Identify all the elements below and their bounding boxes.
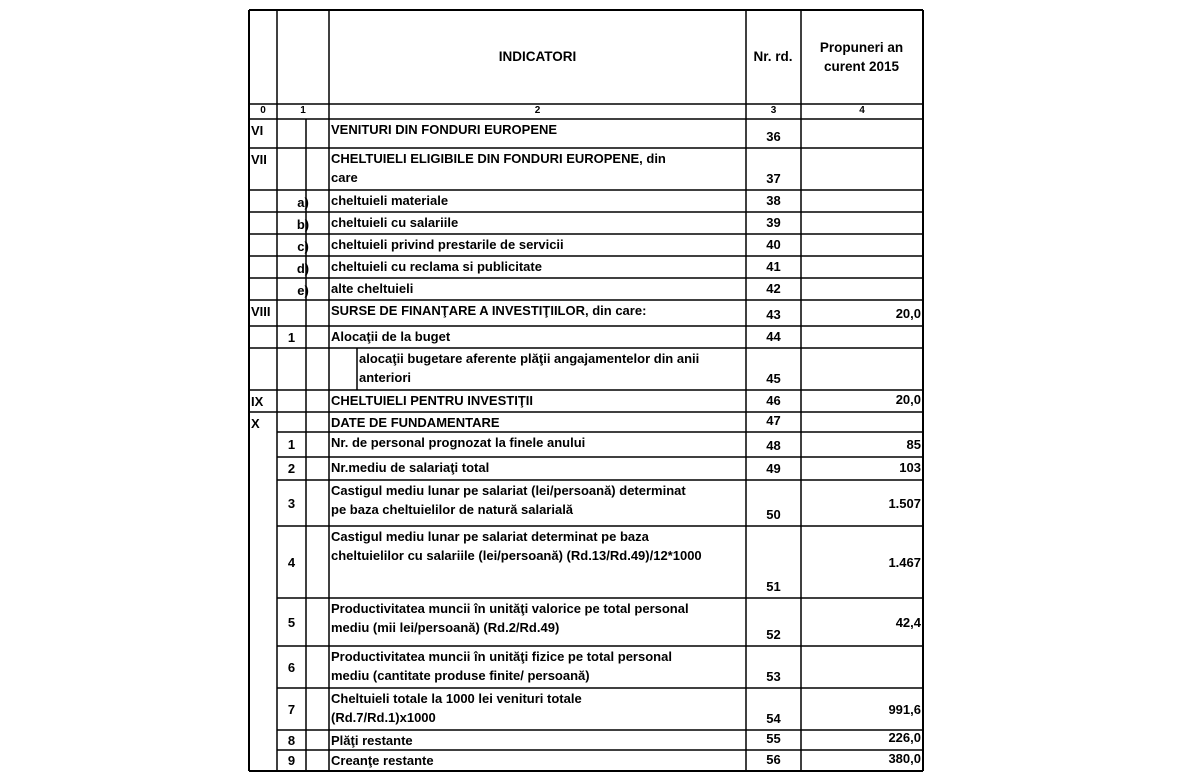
row-item: 4: [287, 554, 296, 570]
row-value: 85: [906, 437, 921, 452]
row-item: 8: [287, 732, 296, 748]
row-item: b): [296, 217, 310, 232]
row-value: 226,0: [888, 730, 921, 745]
row-label-line1: cheltuieli materiale: [331, 193, 449, 208]
row-number: 55: [766, 731, 781, 746]
column-number-0: 0: [260, 105, 266, 116]
row-number: 41: [766, 259, 781, 274]
row-number: 52: [766, 627, 781, 642]
row-number: 36: [766, 129, 781, 144]
row-item: e): [297, 283, 309, 298]
row-label-line1: Creanţe restante: [331, 753, 434, 768]
row-section: VII: [251, 152, 267, 167]
row-number: 56: [766, 752, 781, 767]
row-item: 3: [287, 495, 296, 511]
row-number: 53: [766, 669, 781, 684]
row-item: 1: [287, 329, 296, 345]
row-number: 50: [766, 507, 781, 522]
row-value: 20,0: [895, 392, 921, 407]
row-label-line1: Alocaţii de la buget: [331, 329, 451, 344]
row-number: 39: [766, 215, 781, 230]
row-section: VIII: [251, 304, 271, 319]
row-label-line2: cheltuielilor cu salariile (lei/persoană) (Rd.13/Rd.49)/12*1000: [331, 548, 702, 563]
row-number: 40: [766, 237, 781, 252]
row-label-line2: mediu (cantitate produse finite/ persoană): [331, 668, 590, 683]
row-value: 991,6: [888, 701, 921, 717]
column-number-1: 1: [300, 105, 306, 116]
row-number: 45: [766, 371, 781, 386]
row-label-line1: alte cheltuieli: [331, 281, 414, 296]
row-number: 42: [766, 281, 781, 296]
row-item: 6: [287, 659, 296, 675]
row-label-line1: Nr.mediu de salariaţi total: [331, 460, 490, 475]
row-value: 20,0: [895, 306, 921, 321]
row-value: 103: [899, 460, 921, 475]
row-label-line1: cheltuieli cu reclama si publicitate: [331, 259, 542, 274]
row-label-line1: SURSE DE FINANŢARE A INVESTIŢIILOR, din care:: [331, 303, 647, 318]
row-label-line1: Plăţi restante: [331, 733, 413, 748]
row-section: X: [251, 416, 260, 431]
row-number: 46: [766, 393, 781, 408]
row-item: a): [297, 195, 309, 210]
row-value: 1.467: [888, 554, 921, 570]
column-number-3: 3: [770, 105, 777, 116]
row-number: 38: [766, 193, 781, 208]
row-label-line1: Cheltuieli totale la 1000 lei venituri totale: [331, 691, 582, 706]
row-label-line1: Nr. de personal prognozat la finele anului: [331, 435, 586, 450]
row-label-line1: VENITURI DIN FONDURI EUROPENE: [331, 122, 558, 137]
row-value: 380,0: [888, 751, 921, 766]
row-label-line1: alocaţii bugetare aferente plăţii angajamentelor din anii: [359, 351, 700, 366]
row-section: IX: [251, 394, 264, 409]
row-number: 47: [766, 413, 781, 428]
row-label-line1: Castigul mediu lunar pe salariat determinat pe baza: [331, 529, 649, 544]
row-number: 44: [766, 329, 781, 344]
header-row-number: Nr. rd.: [753, 49, 793, 64]
row-item: d): [296, 261, 310, 276]
header-proposals-line2: curent 2015: [823, 59, 900, 74]
header-indicators: INDICATORI: [498, 49, 577, 64]
row-section: VI: [251, 123, 264, 138]
row-number: 48: [766, 438, 781, 453]
row-label-line1: CHELTUIELI ELIGIBILE DIN FONDURI EUROPENE, din: [331, 151, 666, 166]
column-number-4: 4: [859, 105, 865, 116]
row-item: 7: [287, 701, 296, 717]
row-number: 43: [766, 307, 781, 322]
column-number-2: 2: [534, 105, 541, 116]
row-number: 49: [766, 461, 781, 476]
row-value: 42,4: [895, 614, 921, 630]
row-item: 2: [287, 461, 296, 476]
row-label-line1: CHELTUIELI PENTRU INVESTIŢII: [331, 393, 533, 408]
row-label-line1: cheltuieli privind prestarile de servicii: [331, 237, 564, 252]
row-label-line1: Productivitatea muncii în unităţi valorice pe total personal: [331, 601, 689, 616]
row-label-line1: cheltuieli cu salariile: [331, 215, 459, 230]
row-label-line2: mediu (mii lei/persoană) (Rd.2/Rd.49): [331, 620, 560, 635]
row-label-line1: DATE DE FUNDAMENTARE: [331, 415, 500, 430]
row-label-line2: anteriori: [359, 370, 412, 385]
row-label-line2: pe baza cheltuielilor de natură salarială: [331, 502, 574, 517]
row-label-line1: Castigul mediu lunar pe salariat (lei/persoană) determinat: [331, 483, 686, 498]
row-number: 37: [766, 171, 781, 186]
row-value: 1.507: [888, 495, 921, 511]
row-label-line2: care: [331, 170, 358, 185]
row-item: 1: [287, 437, 296, 452]
row-label-line2: (Rd.7/Rd.1)x1000: [331, 710, 436, 725]
row-number: 54: [766, 711, 781, 726]
row-item: c): [297, 239, 309, 254]
header-proposals-line1: Propuneri an: [819, 40, 904, 55]
row-item: 5: [287, 614, 296, 630]
row-number: 51: [766, 579, 781, 594]
row-item: 9: [287, 753, 296, 768]
row-label-line1: Productivitatea muncii în unităţi fizice pe total personal: [331, 649, 672, 664]
